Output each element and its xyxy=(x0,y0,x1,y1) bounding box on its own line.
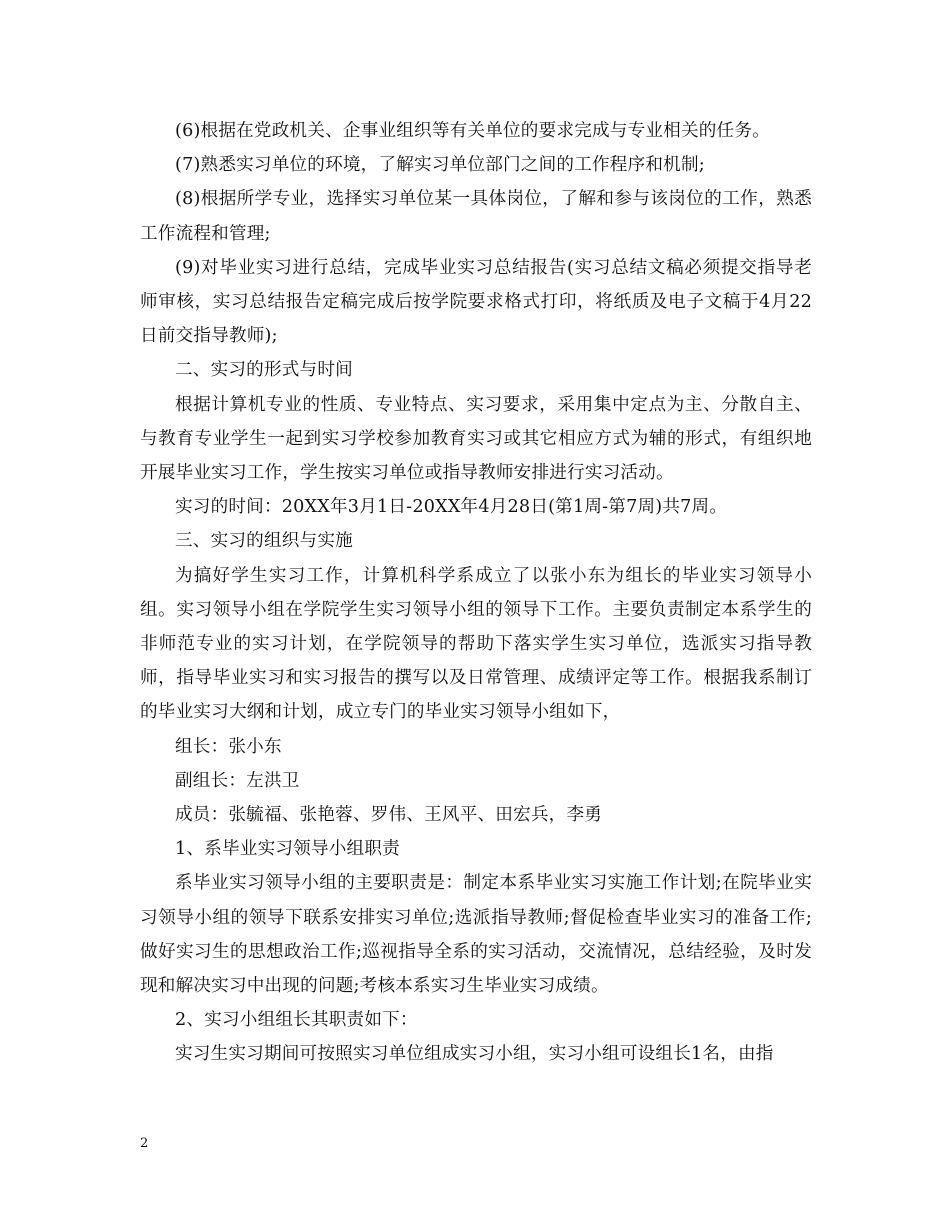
paragraph-item-7: (7)熟悉实习单位的环境，了解实习单位部门之间的工作程序和机制; xyxy=(175,155,705,176)
page-number: 2 xyxy=(140,1136,149,1151)
deputy-leader-line: 副组长：左洪卫 xyxy=(175,770,300,791)
team-leader-line: 组长：张小东 xyxy=(175,736,282,757)
paragraph-item-6: (6)根据在党政机关、企事业组织等有关单位的要求完成与专业相关的任务。 xyxy=(175,121,770,141)
subheading-group-leader-duties: 2、实习小组组长其职责如下： xyxy=(175,1010,418,1031)
paragraph-group-formation: 实习生实习期间可按照实习单位组成实习小组，实习小组可设组长1名，由指 xyxy=(175,1044,774,1065)
paragraph-organization-description: 为搞好学生实习工作，计算机科学系成立了以张小东为组长的毕业实习领导小组。实习领导小组在学院学生实习领导小组的领导下工作。主要负责制定本系学生的非师范专业的实习计划，在学院领导的帮助下落实学生实习单位，选派实习指导教师，指导毕业实习和实习报告的撰写以及日常管理、成绩评定等工作。根据我系制订的毕业实习大纲和计划，成立专门的毕业实习领导小组如下， xyxy=(140,565,812,723)
paragraph-leadership-duties: 系毕业实习领导小组的主要职责是：制定本系毕业实习实施工作计划;在院毕业实习领导小组的领导下联系安排实习单位;选派指导教师;督促检查毕业实习的准备工作;做好实习生的思想政治工作;巡视指导全系的实习活动，交流情况，总结经验，及时发现和解决实习中出现的问题;考核本系实习生毕业实习成绩。 xyxy=(140,873,812,997)
section-heading-organization: 三、实习的组织与实施 xyxy=(175,531,353,552)
paragraph-form-description: 根据计算机专业的性质、专业特点、实习要求，采用集中定点为主、分散自主、与教育专业学生一起到实习学校参加教育实习或其它相应方式为辅的形式，有组织地开展毕业实习工作，学生按实习单位或指导教师安排进行实习活动。 xyxy=(140,394,812,484)
members-line: 成员：张毓福、张艳蓉、罗伟、王风平、田宏兵，李勇 xyxy=(175,805,603,826)
section-heading-form-time: 二、实习的形式与时间 xyxy=(175,360,353,381)
subheading-leadership-duties: 1、系毕业实习领导小组职责 xyxy=(175,839,400,860)
paragraph-item-9: (9)对毕业实习进行总结，完成毕业实习总结报告(实习总结文稿必须提交指导老师审核，实习总结报告定稿完成后按学院要求格式打印，将纸质及电子文稿于4月22日前交指导教师); xyxy=(140,257,812,347)
paragraph-item-8: (8)根据所学专业，选择实习单位某一具体岗位，了解和参与该岗位的工作，熟悉工作流程和管理; xyxy=(140,189,812,244)
document-body xyxy=(140,114,812,1072)
paragraph-internship-time: 实习的时间：20XX年3月1日-20XX年4月28日(第1周-第7周)共7周。 xyxy=(175,497,728,518)
